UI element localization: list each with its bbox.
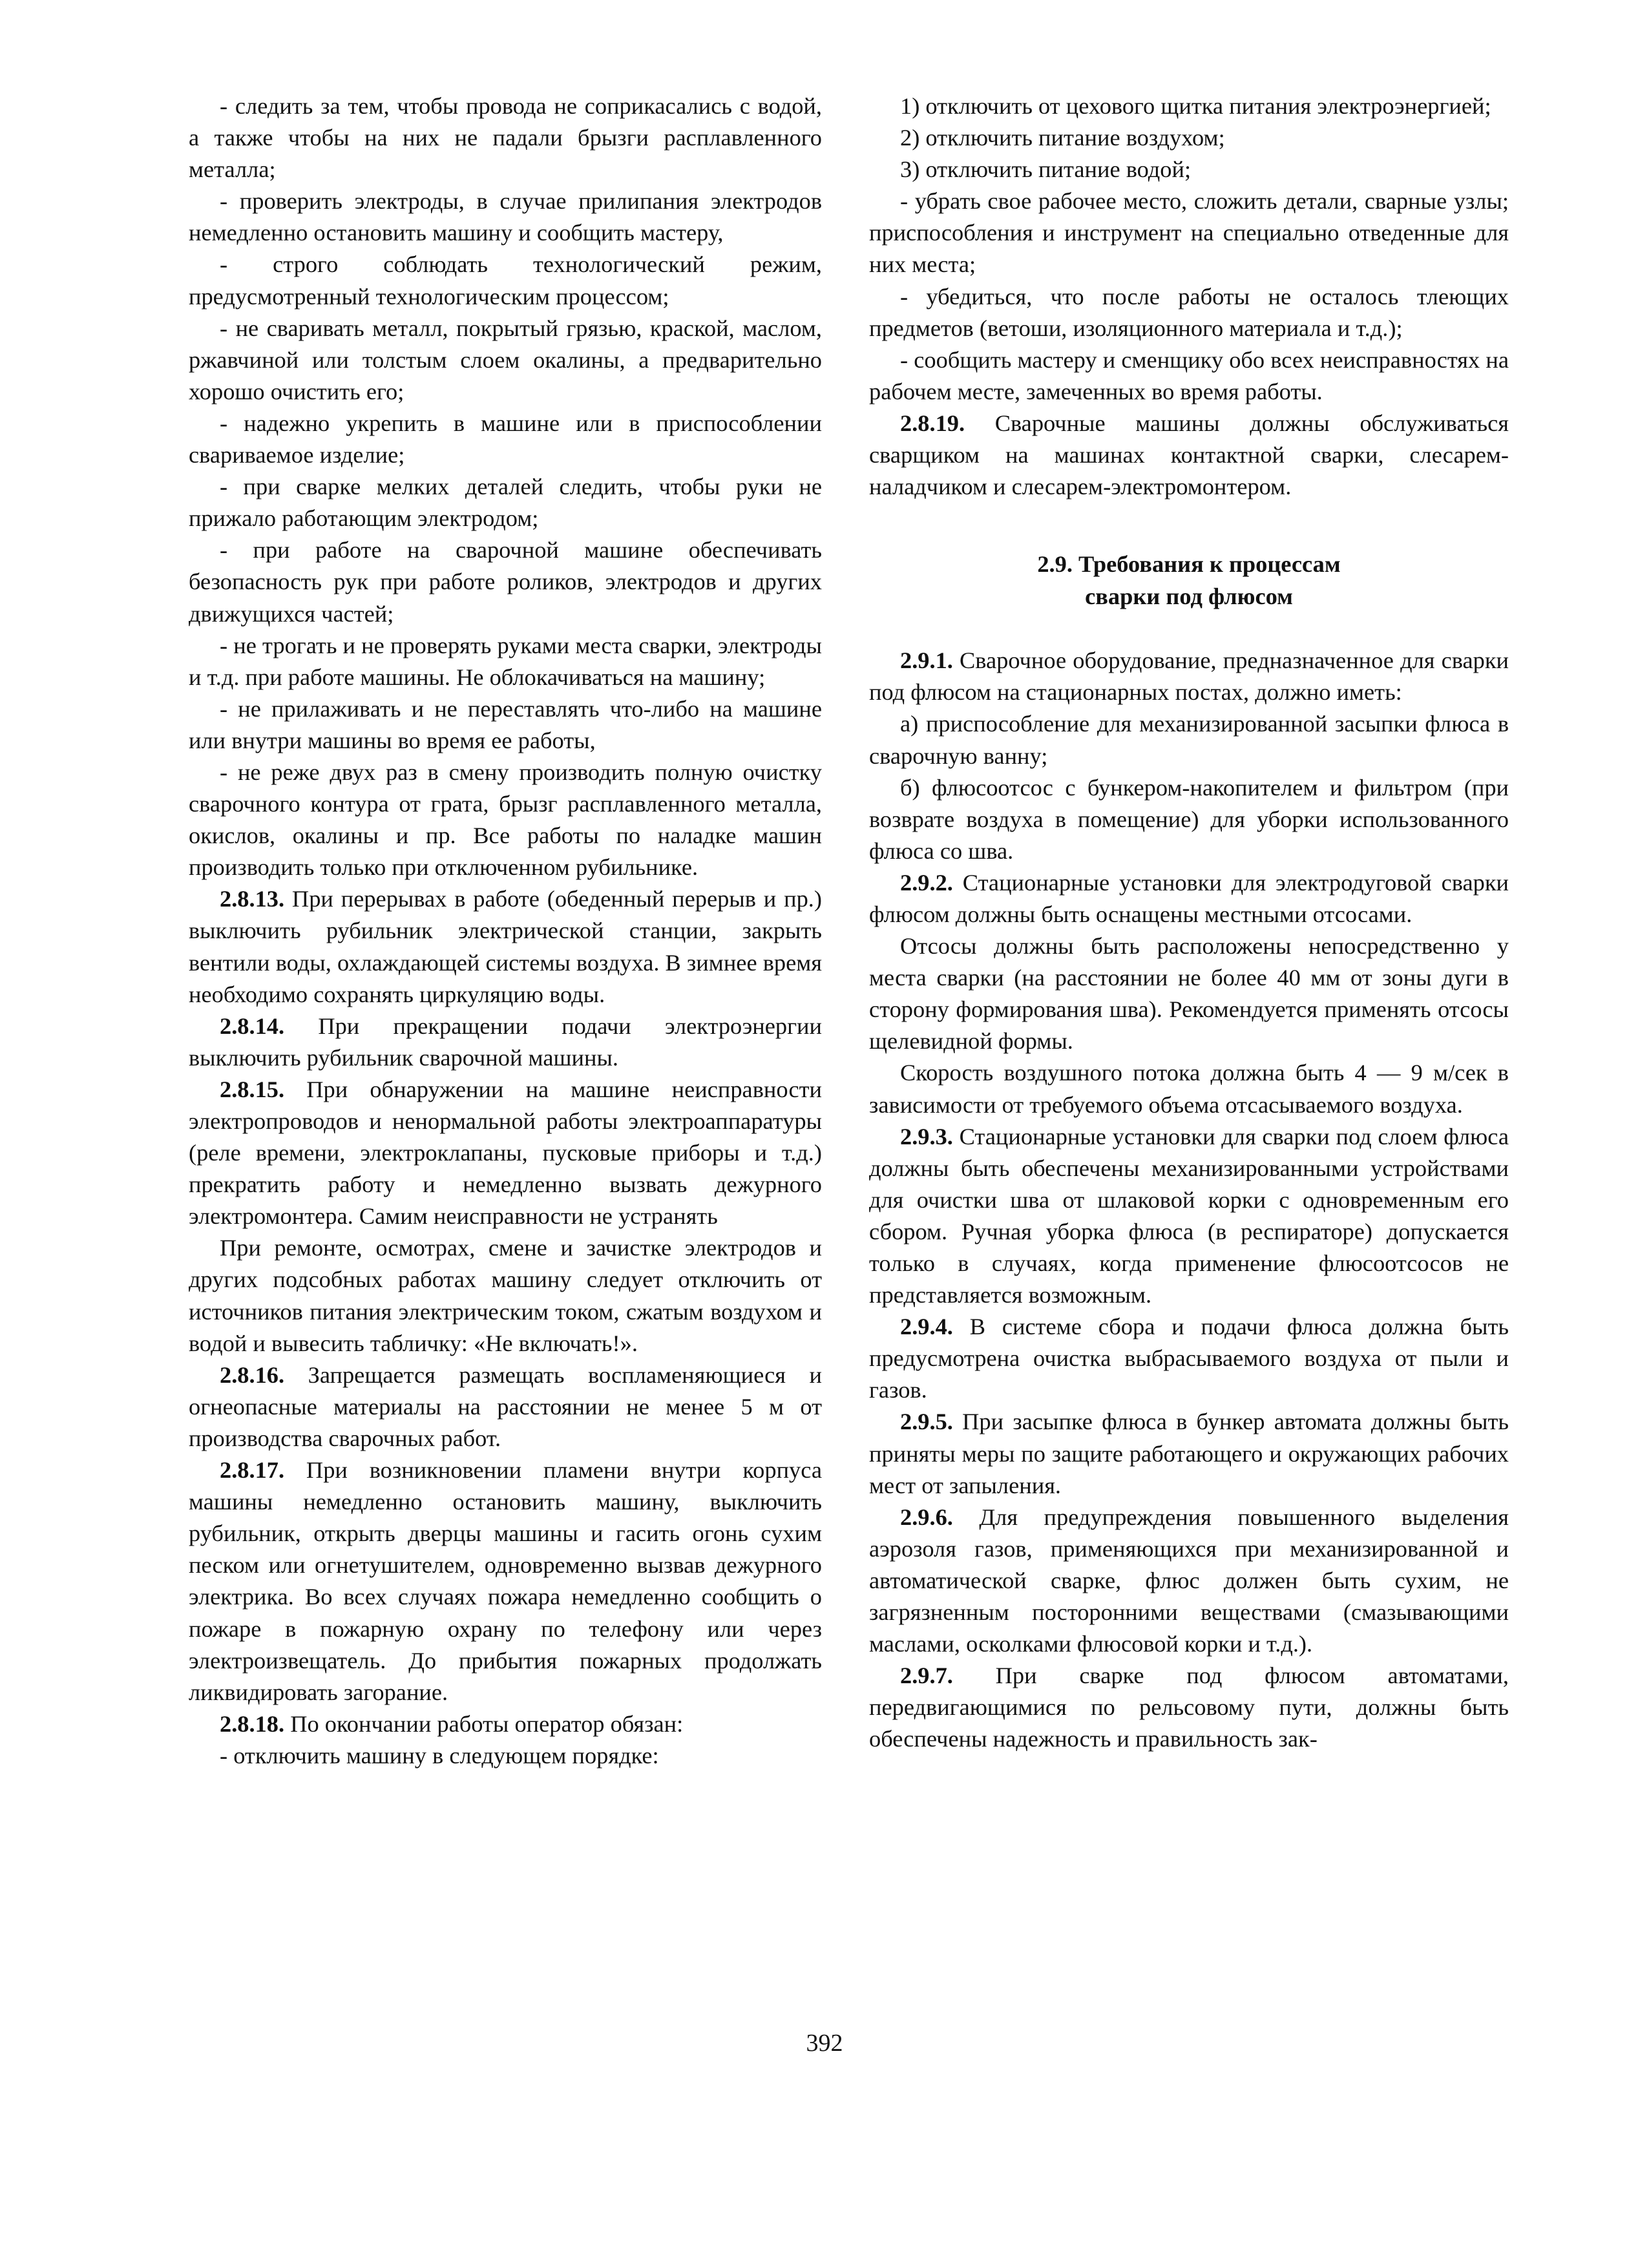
- paragraph-text: При возникновении пламени внутри корпуса машины немедленно остановить машину, выключить рубильник, открыть дверцы машины и гасить огонь сухим песком или огнетушителем, одновременно вызвав дежурного электрика. Во всех случаях пожара немедленно сообщить о пожаре в пожарную охрану по телефону или через электроизвещатель. До прибытия пожарных продолжать ликвидировать загорание.: [189, 1457, 822, 1705]
- paragraph: [869, 930, 1509, 1057]
- paragraph-text: Сварочное оборудование, предназначенное для сварки под флюсом на стационарных постах, должно иметь:: [869, 647, 1509, 706]
- paragraph-text: Стационарные установки для электродуговой сварки флюсом должны быть оснащены местными отсосами.: [869, 869, 1509, 927]
- paragraph-text: 1) отключить от цехового щитка питания электроэнергией;: [900, 93, 1491, 119]
- paragraph-text: Запрещается размещать воспламеняющиеся и огнеопасные материалы на расстоянии не менее 5 м от производства сварочных работ.: [189, 1361, 822, 1451]
- paragraph: [869, 1121, 1509, 1312]
- paragraph-text: При засыпке флюса в бункер автомата должны быть приняты меры по защите работающего и окружающих рабочих мест от запыления.: [869, 1409, 1509, 1498]
- paragraph: [869, 185, 1509, 280]
- clause-number: 2.8.15.: [220, 1076, 285, 1102]
- paragraph: [869, 867, 1509, 930]
- paragraph-text: При ремонте, осмотрах, смене и зачистке электродов и других подсобных работах машину следует отключить от источников питания электрическим током, сжатым воздухом и водой и вывесить табличку: «Не включать!».: [189, 1235, 822, 1356]
- paragraph-text: а) приспособление для механизированной засыпки флюса в сварочную ванну;: [869, 711, 1509, 769]
- paragraph-text: Сварочные машины должны обслуживаться сварщиком на машинах контактной сварки, слесарем-наладчиком и слесарем-электромонтером.: [869, 410, 1509, 500]
- clause-number: 2.8.14.: [220, 1013, 285, 1039]
- paragraph: [869, 1311, 1509, 1406]
- paragraph-text: Стационарные установки для сварки под слоем флюса должны быть обеспечены механизированными устройствами для очистки шва от шлаковой корки с одновременным его сбором. Ручная уборка флюса (в респираторе) допускается только в случаях, когда применение флюсоотсосов не представляется возможным.: [869, 1123, 1509, 1308]
- paragraph: [189, 1740, 822, 1772]
- paragraph: [189, 534, 822, 629]
- paragraph-text: По окончании работы оператор обязан:: [290, 1710, 684, 1737]
- paragraph: [869, 122, 1509, 154]
- paragraph-text: - отключить машину в следующем порядке:: [220, 1742, 659, 1769]
- paragraph-text: - не сваривать металл, покрытый грязью, краской, маслом, ржавчиной или толстым слоем окалины, а предварительно хорошо очистить его;: [189, 315, 822, 404]
- paragraph-text: Отсосы должны быть расположены непосредственно у места сварки (на расстоянии не более 40 мм от зоны дуги в сторону формирования шва). Рекомендуется применять отсосы щелевидной формы.: [869, 933, 1509, 1055]
- paragraph-text: - сообщить мастеру и сменщику обо всех неисправностях на рабочем месте, замеченных во время работы.: [869, 346, 1509, 404]
- paragraph: [869, 1502, 1509, 1660]
- clause-number: 2.8.16.: [220, 1361, 285, 1388]
- page-number: 392: [806, 2030, 843, 2057]
- paragraph: [869, 645, 1509, 708]
- paragraph: [189, 1360, 822, 1454]
- section-heading: [869, 548, 1509, 613]
- clause-number: 2.9.4.: [900, 1314, 953, 1340]
- paragraph: [869, 1406, 1509, 1501]
- paragraph: [869, 281, 1509, 344]
- paragraph-text: 3) отключить питание водой;: [900, 156, 1192, 183]
- paragraph: [189, 185, 822, 249]
- clause-number: 2.9.6.: [900, 1504, 953, 1530]
- clause-number: 2.8.13.: [220, 886, 285, 912]
- clause-number: 2.9.3.: [900, 1123, 953, 1150]
- paragraph: [189, 1454, 822, 1708]
- paragraph: [869, 708, 1509, 772]
- paragraph: [189, 408, 822, 471]
- paragraph: [189, 1708, 822, 1740]
- paragraph-text: - не реже двух раз в смену производить полную очистку сварочного контура от грата, брызг расплавленного металла, окислов, окалины и пр. Все работы по наладке машин производить только при отключенном рубильнике.: [189, 759, 822, 881]
- paragraph-text: - не трогать и не проверять руками места сварки, электроды и т.д. при работе машины. Не облокачиваться на машину;: [189, 632, 822, 690]
- clause-number: 2.9.7.: [900, 1663, 953, 1689]
- paragraph-text: - при работе на сварочной машине обеспечивать безопасность рук при работе роликов, электродов и других движущихся частей;: [189, 537, 822, 627]
- paragraph: [869, 772, 1509, 867]
- section-heading-line2: сварки под флюсом: [1085, 583, 1293, 610]
- paragraph-text: При сварке под флюсом автоматами, передвигающимися по рельсовому пути, должны быть обеспечены надежность и правильность зак-: [869, 1663, 1509, 1752]
- paragraph-text: Для предупреждения повышенного выделения аэрозоля газов, применяющихся при механизированной и автоматической сварке, флюс должен быть сухим, не загрязненным посторонними веществами (смазывающими маслами, осколками флюсовой корки и т.д.).: [869, 1504, 1509, 1657]
- left-column: [189, 90, 822, 1772]
- paragraph-text: Скорость воздушного потока должна быть 4 — 9 м/сек в зависимости от требуемого объема отсасываемого воздуха.: [869, 1060, 1509, 1118]
- paragraph: [189, 90, 822, 185]
- clause-number: 2.9.2.: [900, 869, 953, 896]
- paragraph-text: При перерывах в работе (обеденный перерыв и пр.) выключить рубильник электрической станции, закрыть вентили воды, охлаждающей системы воздуха. В зимнее время необходимо сохранять циркуляцию воды.: [189, 886, 822, 1007]
- clause-number: 2.8.18.: [220, 1710, 285, 1737]
- right-column-top: [869, 90, 1509, 503]
- paragraph-text: 2) отключить питание воздухом;: [900, 125, 1225, 151]
- paragraph: [189, 471, 822, 534]
- paragraph: [869, 1660, 1509, 1755]
- paragraph: [189, 757, 822, 883]
- paragraph: [869, 344, 1509, 408]
- paragraph: [869, 1057, 1509, 1120]
- paragraph-text: б) флюсоотсос с бункером-накопителем и фильтром (при возврате воздуха в помещение) для уборки использованного флюса со шва.: [869, 774, 1509, 864]
- paragraph-text: - убедиться, что после работы не осталось тлеющих предметов (ветоши, изоляционного материала и т.д.);: [869, 283, 1509, 341]
- clause-number: 2.8.17.: [220, 1457, 285, 1484]
- paragraph: [869, 154, 1509, 185]
- paragraph-text: - убрать свое рабочее место, сложить детали, сварные узлы; приспособления и инструмент на специально отведенные для них места;: [869, 188, 1509, 278]
- paragraph: [869, 408, 1509, 503]
- paragraph: [189, 883, 822, 1010]
- paragraph-text: В системе сбора и подачи флюса должна быть предусмотрена очистка выбрасываемого воздуха от пыли и газов.: [869, 1314, 1509, 1403]
- paragraph: [189, 1074, 822, 1232]
- paragraph-text: - проверить электроды, в случае прилипания электродов немедленно остановить машину и сообщить мастеру,: [189, 188, 822, 246]
- paragraph: [189, 693, 822, 757]
- paragraph-text: При прекращении подачи электроэнергии выключить рубильник сварочной машины.: [189, 1013, 822, 1071]
- right-column: [869, 90, 1509, 1756]
- paragraph-text: - надежно укрепить в машине или в приспособлении свариваемое изделие;: [189, 410, 822, 468]
- paragraph: [189, 313, 822, 408]
- paragraph: [189, 249, 822, 312]
- paragraph: [189, 1232, 822, 1359]
- paragraph-text: При обнаружении на машине неисправности электропроводов и ненормальной работы электроаппаратуры (реле времени, электроклапаны, пусковые приборы и т.д.) прекратить работу и немедленно вызвать дежурного электромонтера. Самим неисправности не устранять: [189, 1076, 822, 1230]
- clause-number: 2.9.5.: [900, 1409, 953, 1435]
- paragraph: [189, 1011, 822, 1074]
- right-column-bottom: [869, 645, 1509, 1755]
- paragraph: [189, 630, 822, 693]
- paragraph-text: - строго соблюдать технологический режим, предусмотренный технологическим процессом;: [189, 251, 822, 310]
- paragraph-text: - следить за тем, чтобы провода не соприкасались с водой, а также чтобы на них не падали брызги расплавленного металла;: [189, 93, 822, 183]
- paragraph: [869, 90, 1509, 122]
- section-heading-line1: 2.9. Требования к процессам: [1037, 551, 1341, 578]
- paragraph-text: - при сварке мелких деталей следить, чтобы руки не прижало работающим электродом;: [189, 474, 822, 532]
- clause-number: 2.9.1.: [900, 647, 953, 674]
- clause-number: 2.8.19.: [900, 410, 965, 436]
- paragraph-text: - не прилаживать и не переставлять что-либо на машине или внутри машины во время ее работы,: [189, 695, 822, 753]
